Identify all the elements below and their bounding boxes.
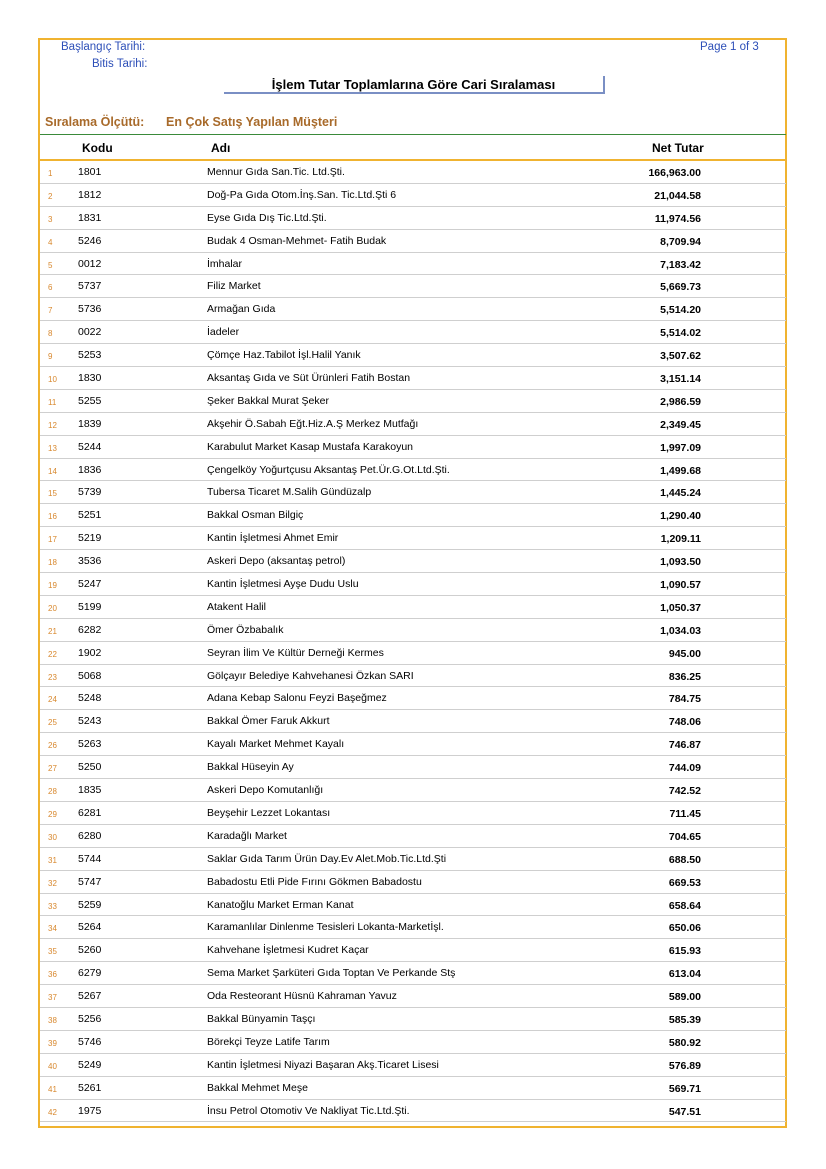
sort-criteria-label: Sıralama Ölçütü: (45, 115, 145, 129)
table-row (40, 962, 786, 985)
customer-code: 5746 (78, 1035, 102, 1048)
row-index: 9 (48, 352, 53, 362)
net-amount: 589.00 (668, 991, 701, 1004)
end-date-label: Bitis Tarihi: (92, 58, 148, 70)
customer-name: Mennur Gıda San.Tic. Ltd.Şti. (207, 166, 345, 178)
customer-code: 5264 (78, 921, 102, 934)
net-amount: 1,093.50 (660, 556, 701, 569)
table-row (40, 161, 786, 184)
table-row (40, 848, 786, 871)
table-row (40, 1054, 786, 1077)
customer-name: Eyse Gıda Dış Tic.Ltd.Şti. (207, 211, 327, 224)
row-index: 15 (48, 489, 57, 499)
row-index: 40 (48, 1061, 57, 1071)
customer-code: 1812 (78, 188, 102, 201)
table-row (40, 436, 786, 459)
page-number: Page 1 of 3 (700, 41, 759, 53)
row-index: 16 (48, 512, 57, 522)
customer-code: 1801 (78, 166, 102, 178)
net-amount: 1,499.68 (660, 464, 701, 477)
row-index: 7 (48, 306, 53, 316)
net-amount: 688.50 (668, 853, 701, 866)
customer-code: 5263 (78, 738, 102, 751)
table-row (40, 596, 786, 619)
net-amount: 11,974.56 (654, 212, 701, 225)
net-amount: 744.09 (668, 762, 701, 775)
net-amount: 1,290.40 (660, 510, 701, 523)
customer-code: 6280 (78, 829, 102, 842)
net-amount: 166,963.00 (648, 167, 701, 179)
table-row (40, 367, 786, 390)
net-amount: 1,034.03 (660, 624, 701, 637)
row-index: 39 (48, 1038, 57, 1048)
row-index: 3 (48, 214, 53, 224)
table-row (40, 207, 786, 230)
customer-name: Saklar Gıda Tarım Ürün Day.Ev Alet.Mob.Tic.Ltd.Şti (207, 852, 447, 865)
customer-code: 5248 (78, 692, 102, 705)
customer-name: İnsu Petrol Otomotiv Ve Nakliyat Tic.Ltd.Şti. (207, 1104, 410, 1117)
customer-code: 6281 (78, 806, 102, 819)
row-index: 33 (48, 901, 57, 911)
table-row (40, 481, 786, 504)
net-amount: 547.51 (668, 1105, 701, 1118)
table-row (40, 779, 786, 802)
net-amount: 8,709.94 (660, 235, 701, 248)
net-amount: 21,044.58 (654, 189, 701, 202)
customer-name: Adana Kebap Salonu Feyzi Başeğmez (207, 692, 387, 705)
customer-name: Ömer Özbabalık (207, 623, 284, 636)
table-row (40, 253, 786, 276)
net-amount: 1,209.11 (660, 533, 701, 546)
row-index: 41 (48, 1084, 57, 1094)
customer-name: Budak 4 Osman-Mehmet- Fatih Budak (207, 234, 387, 247)
row-index: 24 (48, 695, 57, 705)
title-box (224, 76, 605, 94)
customer-code: 5251 (78, 509, 102, 522)
customer-name: Babadostu Etli Pide Fırını Gökmen Babadostu (207, 875, 422, 888)
net-amount: 615.93 (668, 945, 701, 958)
customer-code: 5243 (78, 715, 102, 728)
customer-code: 5219 (78, 532, 102, 545)
net-amount: 748.06 (668, 716, 701, 729)
row-index: 42 (48, 1107, 57, 1117)
row-index: 22 (48, 649, 57, 659)
row-index: 34 (48, 924, 57, 934)
net-amount: 3,151.14 (660, 373, 701, 386)
row-index: 32 (48, 878, 57, 888)
column-header-name: Adı (211, 141, 231, 155)
net-amount: 580.92 (668, 1036, 701, 1049)
customer-name: Karabulut Market Kasap Mustafa Karakoyun (207, 440, 414, 453)
row-index: 8 (48, 329, 53, 339)
customer-name: İmhalar (207, 257, 243, 270)
row-index: 10 (48, 375, 57, 385)
net-amount: 742.52 (668, 785, 701, 798)
customer-code: 1831 (78, 211, 102, 224)
net-amount: 945.00 (668, 647, 701, 660)
customer-code: 5249 (78, 1058, 102, 1071)
row-index: 12 (48, 420, 57, 430)
customer-name: Sema Market Şarküteri Gıda Toptan Ve Perkande Stş (207, 967, 456, 980)
net-amount: 2,349.45 (660, 418, 701, 431)
row-index: 25 (48, 718, 57, 728)
customer-code: 5736 (78, 303, 102, 316)
net-amount: 585.39 (668, 1013, 701, 1026)
customer-name: Kantin İşletmesi Ayşe Dudu Uslu (207, 578, 359, 591)
table-row (40, 939, 786, 962)
row-index: 1 (48, 169, 53, 178)
customer-name: Beyşehir Lezzet Lokantası (207, 806, 331, 819)
customer-name: Bakkal Osman Bilgiç (207, 509, 304, 522)
customer-code: 5260 (78, 944, 102, 957)
customer-code: 5068 (78, 669, 102, 682)
customer-code: 1902 (78, 646, 102, 659)
customer-name: Doğ-Pa Gıda Otom.İnş.San. Tic.Ltd.Şti 6 (207, 188, 397, 201)
table-row (40, 687, 786, 710)
customer-code: 6282 (78, 623, 102, 636)
net-amount: 650.06 (668, 922, 701, 935)
row-index: 38 (48, 1015, 57, 1025)
customer-name: Börekçi Teyze Latife Tarım (207, 1035, 330, 1048)
customer-name: Kayalı Market Mehmet Kayalı (207, 738, 345, 751)
customer-name: Kantin İşletmesi Niyazi Başaran Akş.Ticaret Lisesi (207, 1058, 439, 1071)
customer-code: 5244 (78, 440, 102, 453)
net-amount: 569.71 (668, 1082, 701, 1095)
customer-name: Askeri Depo (aksantaş petrol) (207, 555, 346, 568)
table-row (40, 550, 786, 573)
row-index: 13 (48, 443, 57, 453)
row-index: 31 (48, 855, 57, 865)
net-amount: 1,997.09 (660, 441, 701, 454)
customer-name: Bakkal Bünyamin Taşçı (207, 1012, 316, 1025)
customer-code: 5199 (78, 600, 102, 613)
net-amount: 1,050.37 (660, 601, 701, 614)
customer-name: Bakkal Hüseyin Ay (207, 761, 294, 774)
customer-code: 1835 (78, 784, 102, 797)
customer-code: 5747 (78, 875, 102, 888)
customer-name: Şeker Bakkal Murat Şeker (207, 394, 329, 407)
customer-code: 5246 (78, 234, 102, 247)
net-amount: 711.45 (669, 807, 701, 820)
column-header-code: Kodu (82, 141, 113, 155)
table-row (40, 459, 786, 482)
customer-code: 1839 (78, 417, 102, 430)
table-row (40, 733, 786, 756)
row-index: 5 (48, 260, 53, 270)
customer-code: 5261 (78, 1081, 102, 1094)
net-amount: 658.64 (668, 899, 701, 912)
customer-code: 5250 (78, 761, 102, 774)
row-index: 2 (48, 191, 53, 201)
net-amount: 784.75 (668, 693, 701, 706)
row-index: 37 (48, 993, 57, 1003)
table-row (40, 665, 786, 688)
customer-code: 5253 (78, 349, 102, 362)
customer-name: Karamanlılar Dinlenme Tesisleri Lokanta-Marketİşl. (207, 921, 444, 934)
sort-criteria-value: En Çok Satış Yapılan Müşteri (166, 115, 338, 129)
row-index: 14 (48, 466, 57, 476)
customer-code: 5739 (78, 486, 102, 499)
net-amount: 5,669.73 (660, 281, 701, 294)
customer-name: Kantin İşletmesi Ahmet Emir (207, 532, 339, 545)
customer-code: 1836 (78, 463, 102, 476)
net-amount: 669.53 (668, 876, 701, 889)
start-date-label: Başlangıç Tarihi: (61, 41, 146, 53)
row-index: 18 (48, 558, 57, 568)
net-amount: 836.25 (668, 670, 701, 683)
row-index: 29 (48, 809, 57, 819)
table-row (40, 985, 786, 1008)
net-amount: 7,183.42 (660, 258, 701, 271)
table-row (40, 1100, 786, 1123)
row-index: 21 (48, 626, 57, 636)
table-row (40, 298, 786, 321)
table-row (40, 275, 786, 298)
table-row (40, 1077, 786, 1100)
customer-code: 5255 (78, 394, 102, 407)
table-row (40, 321, 786, 344)
row-index: 35 (48, 947, 57, 957)
row-index: 17 (48, 535, 57, 545)
customer-name: Karadağlı Market (207, 829, 287, 842)
table-row (40, 825, 786, 848)
table-row (40, 619, 786, 642)
customer-name: Oda Resteorant Hüsnü Kahraman Yavuz (207, 990, 397, 1003)
customer-name: Akşehir Ö.Sabah Eğt.Hiz.A.Ş Merkez Mutfağı (207, 417, 419, 430)
row-index: 23 (48, 672, 57, 682)
customer-name: Filiz Market (207, 280, 261, 293)
row-index: 30 (48, 832, 57, 842)
customer-code: 6279 (78, 967, 102, 980)
customer-name: Askeri Depo Komutanlığı (207, 784, 324, 797)
net-amount: 1,445.24 (660, 487, 701, 500)
customer-code: 3536 (78, 555, 102, 568)
row-index: 26 (48, 741, 57, 751)
customer-code: 0022 (78, 326, 102, 339)
table-row (40, 802, 786, 825)
table-row (40, 504, 786, 527)
customer-code: 0012 (78, 257, 102, 270)
customer-name: Çengelköy Yoğurtçusu Aksantaş Pet.Ür.G.Ot.Ltd.Şti. (207, 463, 450, 476)
row-index: 36 (48, 970, 57, 980)
customer-code: 5247 (78, 578, 102, 591)
customer-name: Atakent Halil (207, 600, 266, 613)
customer-name: Kanatoğlu Market Erman Kanat (207, 898, 354, 911)
net-amount: 613.04 (668, 968, 701, 981)
customer-code: 5744 (78, 852, 102, 865)
row-index: 4 (48, 237, 53, 247)
net-amount: 3,507.62 (660, 350, 701, 363)
customer-name: Armağan Gıda (207, 303, 276, 316)
net-amount: 2,986.59 (660, 395, 701, 408)
row-index: 6 (48, 283, 53, 293)
report-title: İşlem Tutar Toplamlarına Göre Cari Sıralaması (271, 77, 556, 92)
header-divider-top (40, 134, 786, 135)
net-amount: 5,514.20 (660, 304, 701, 317)
net-amount: 576.89 (668, 1059, 701, 1072)
customer-name: Seyran İlim Ve Kültür Derneği Kermes (207, 646, 384, 659)
customer-code: 5256 (78, 1012, 102, 1025)
row-index: 27 (48, 764, 57, 774)
customer-code: 5737 (78, 280, 102, 293)
customer-name: Çömçe Haz.Tabilot İşl.Halil Yanık (207, 349, 361, 362)
customer-name: Kahvehane İşletmesi Kudret Kaçar (207, 944, 369, 957)
table-row (40, 184, 786, 207)
table-row (40, 1031, 786, 1054)
table-row (40, 871, 786, 894)
table-row (40, 642, 786, 665)
column-header-amount: Net Tutar (652, 141, 704, 155)
net-amount: 704.65 (668, 830, 701, 843)
row-index: 28 (48, 787, 57, 797)
customer-code: 5259 (78, 898, 102, 911)
customer-name: Gölçayır Belediye Kahvehanesi Özkan SARI (207, 669, 414, 682)
table-row (40, 390, 786, 413)
customer-name: Aksantaş Gıda ve Süt Ürünleri Fatih Bostan (207, 372, 411, 385)
customer-name: İadeler (207, 326, 240, 339)
table-row (40, 527, 786, 550)
row-index: 20 (48, 603, 57, 613)
customer-name: Bakkal Ömer Faruk Akkurt (207, 715, 330, 728)
table-row (40, 1008, 786, 1031)
table-row (40, 413, 786, 436)
customer-table (40, 161, 786, 1122)
table-row (40, 230, 786, 253)
customer-code: 5267 (78, 990, 102, 1003)
table-row (40, 344, 786, 367)
table-row (40, 573, 786, 596)
customer-code: 1975 (78, 1104, 102, 1117)
net-amount: 5,514.02 (660, 327, 701, 340)
row-index: 11 (48, 397, 57, 407)
table-row (40, 916, 786, 939)
table-row (40, 756, 786, 779)
table-row (40, 894, 786, 917)
net-amount: 1,090.57 (660, 579, 701, 592)
customer-name: Tubersa Ticaret M.Salih Gündüzalp (207, 486, 372, 499)
table-row (40, 710, 786, 733)
customer-code: 1830 (78, 372, 102, 385)
row-index: 19 (48, 581, 57, 591)
net-amount: 746.87 (668, 739, 701, 752)
customer-name: Bakkal Mehmet Meşe (207, 1081, 308, 1094)
